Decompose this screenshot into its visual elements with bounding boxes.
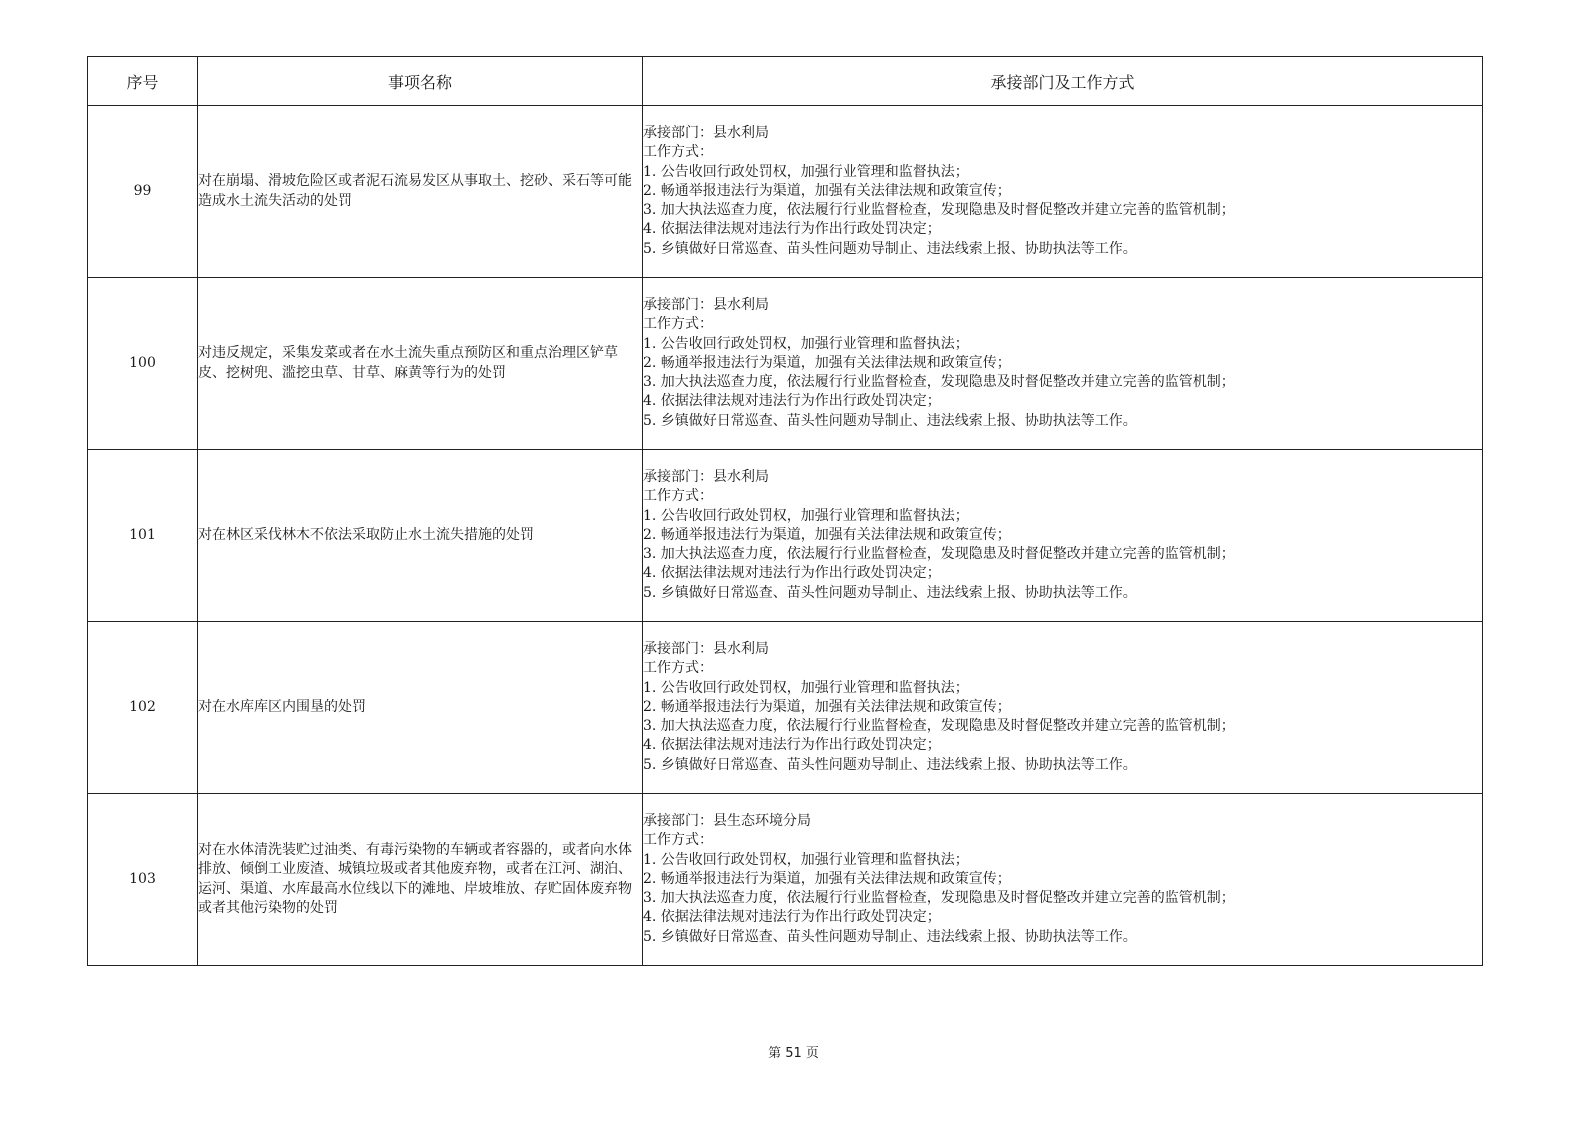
method-item: 4. 依据法律法规对违法行为作出行政处罚决定； (643, 565, 941, 582)
table-row (88, 106, 1483, 278)
method-item: 1. 公告收回行政处罚权，加强行业管理和监督执法； (643, 507, 969, 524)
header-method: 承接部门及工作方式 (643, 57, 1483, 106)
row-method (643, 450, 1483, 622)
header-seq: 序号 (88, 57, 198, 106)
method-item: 2. 畅通举报违法行为渠道，加强有关法律法规和政策宣传； (643, 354, 1011, 371)
header-name: 事项名称 (198, 57, 643, 106)
method-label: 工作方式： (643, 316, 713, 333)
row-item-name: 对在林区采伐林木不依法采取防止水土流失措施的处罚 (198, 450, 643, 622)
method-item: 4. 依据法律法规对违法行为作出行政处罚决定； (643, 221, 941, 238)
table-row (88, 278, 1483, 450)
method-item: 3. 加大执法巡查力度，依法履行行业监督检查，发现隐患及时督促整改并建立完善的监管机制； (643, 374, 1235, 391)
row-method (643, 278, 1483, 450)
method-item: 1. 公告收回行政处罚权，加强行业管理和监督执法； (643, 163, 969, 180)
method-label: 工作方式： (643, 832, 713, 849)
table-row (88, 794, 1483, 966)
method-item: 4. 依据法律法规对违法行为作出行政处罚决定； (643, 393, 941, 410)
method-label: 工作方式： (643, 488, 713, 505)
row-method (643, 622, 1483, 794)
dept-line: 承接部门：县水利局 (643, 124, 769, 141)
row-item-name: 对在水库库区内围垦的处罚 (198, 622, 643, 794)
row-item-name: 对在水体清洗装贮过油类、有毒污染物的车辆或者容器的，或者向水体排放、倾倒工业废渣、城镇垃圾或者其他废弃物，或者在江河、湖泊、运河、渠道、水库最高水位线以下的滩地、岸坡堆放、存贮固体废弃物或者其他污染物的处罚 (198, 794, 643, 966)
header-row (88, 57, 1483, 106)
row-seq: 100 (88, 278, 198, 450)
dept-line: 承接部门：县水利局 (643, 468, 769, 485)
method-item: 1. 公告收回行政处罚权，加强行业管理和监督执法； (643, 335, 969, 352)
row-seq: 99 (88, 106, 198, 278)
method-label: 工作方式： (643, 144, 713, 161)
row-method (643, 794, 1483, 966)
method-item: 3. 加大执法巡查力度，依法履行行业监督检查，发现隐患及时督促整改并建立完善的监管机制； (643, 202, 1235, 219)
method-item: 5. 乡镇做好日常巡查、苗头性问题劝导制止、违法线索上报、协助执法等工作。 (643, 240, 1137, 257)
method-item: 2. 畅通举报违法行为渠道，加强有关法律法规和政策宣传； (643, 182, 1011, 199)
dept-line: 承接部门：县水利局 (643, 296, 769, 313)
row-method (643, 106, 1483, 278)
method-item: 5. 乡镇做好日常巡查、苗头性问题劝导制止、违法线索上报、协助执法等工作。 (643, 756, 1137, 773)
method-item: 3. 加大执法巡查力度，依法履行行业监督检查，发现隐患及时督促整改并建立完善的监管机制； (643, 718, 1235, 735)
method-item: 1. 公告收回行政处罚权，加强行业管理和监督执法； (643, 679, 969, 696)
dept-line: 承接部门：县水利局 (643, 640, 769, 657)
page-number: 第 51 页 (768, 1046, 819, 1061)
dept-line: 承接部门：县生态环境分局 (643, 812, 811, 829)
row-item-name: 对在崩塌、滑坡危险区或者泥石流易发区从事取土、挖砂、采石等可能造成水土流失活动的处罚 (198, 106, 643, 278)
method-item: 2. 畅通举报违法行为渠道，加强有关法律法规和政策宣传； (643, 698, 1011, 715)
row-seq: 101 (88, 450, 198, 622)
row-seq: 102 (88, 622, 198, 794)
matters-table (87, 56, 1483, 966)
table-row (88, 450, 1483, 622)
method-item: 1. 公告收回行政处罚权，加强行业管理和监督执法； (643, 851, 969, 868)
method-item: 4. 依据法律法规对违法行为作出行政处罚决定； (643, 909, 941, 926)
method-item: 5. 乡镇做好日常巡查、苗头性问题劝导制止、违法线索上报、协助执法等工作。 (643, 928, 1137, 945)
row-seq: 103 (88, 794, 198, 966)
row-item-name: 对违反规定，采集发菜或者在水土流失重点预防区和重点治理区铲草皮、挖树兜、滥挖虫草、甘草、麻黄等行为的处罚 (198, 278, 643, 450)
method-item: 5. 乡镇做好日常巡查、苗头性问题劝导制止、违法线索上报、协助执法等工作。 (643, 412, 1137, 429)
method-item: 4. 依据法律法规对违法行为作出行政处罚决定； (643, 737, 941, 754)
method-item: 3. 加大执法巡查力度，依法履行行业监督检查，发现隐患及时督促整改并建立完善的监管机制； (643, 890, 1235, 907)
table-row (88, 622, 1483, 794)
method-item: 2. 畅通举报违法行为渠道，加强有关法律法规和政策宣传； (643, 526, 1011, 543)
method-item: 3. 加大执法巡查力度，依法履行行业监督检查，发现隐患及时督促整改并建立完善的监管机制； (643, 546, 1235, 563)
method-label: 工作方式： (643, 660, 713, 677)
method-item: 2. 畅通举报违法行为渠道，加强有关法律法规和政策宣传； (643, 870, 1011, 887)
method-item: 5. 乡镇做好日常巡查、苗头性问题劝导制止、违法线索上报、协助执法等工作。 (643, 584, 1137, 601)
